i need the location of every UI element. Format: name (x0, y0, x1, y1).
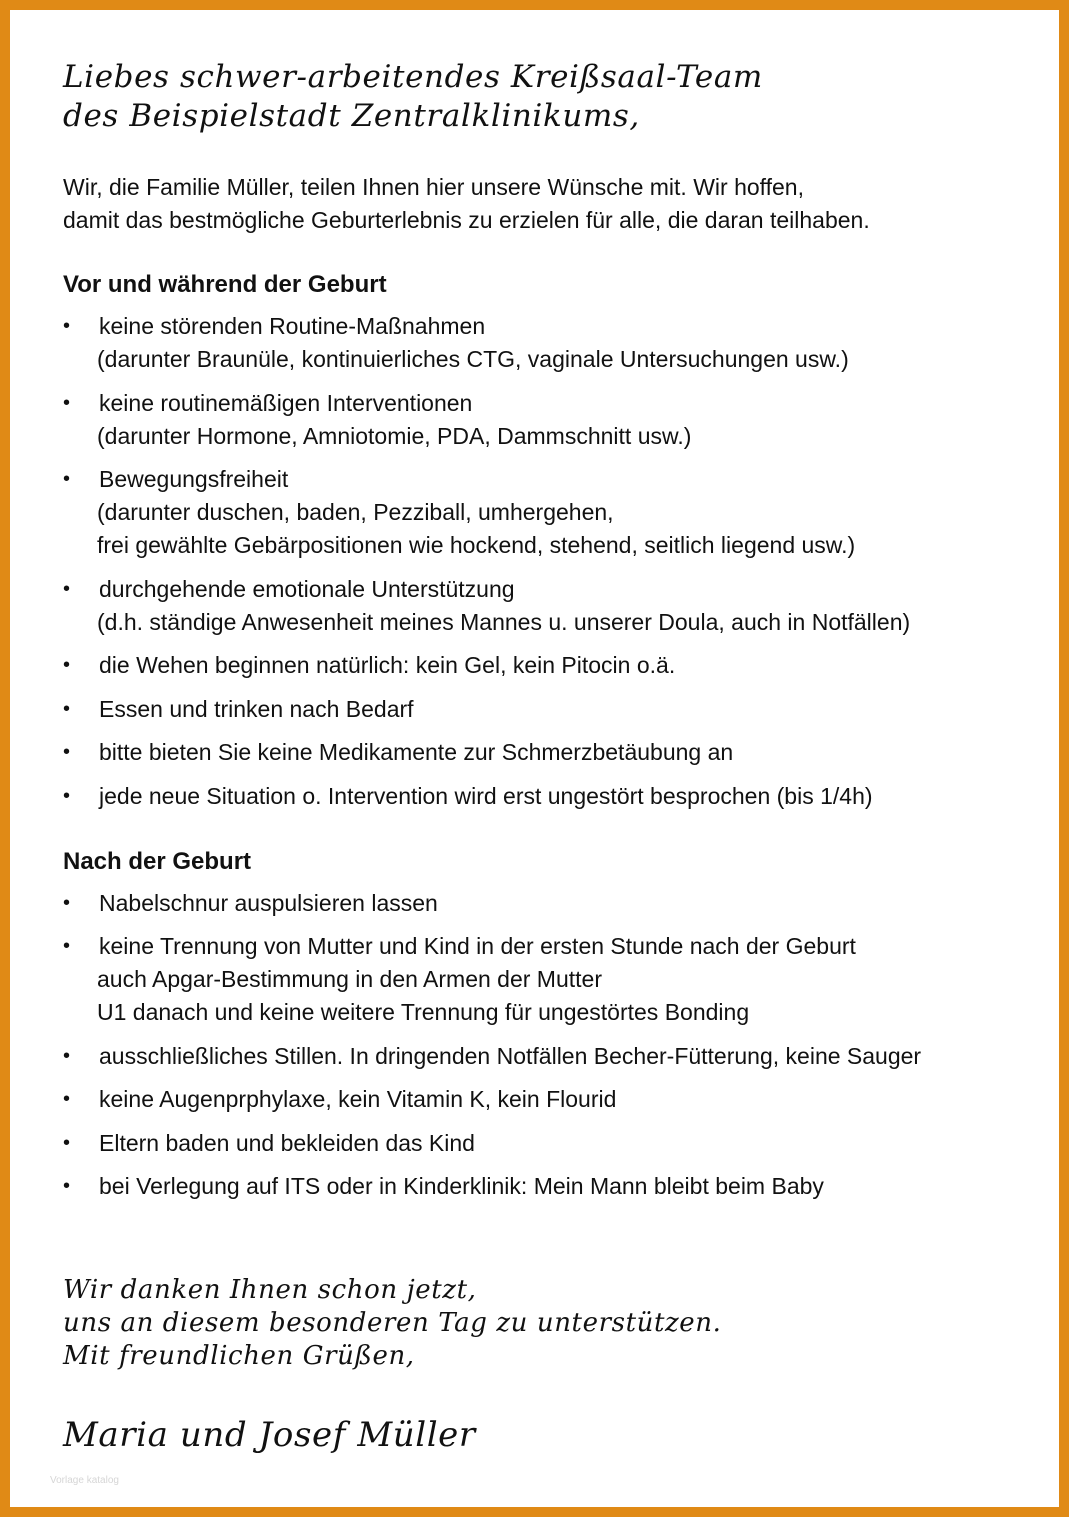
bullet-icon: • (63, 1175, 71, 1197)
bullet-icon: • (63, 468, 71, 490)
bullet-icon: • (63, 784, 71, 807)
bullet-icon: • (63, 1044, 71, 1067)
bullet-icon: • (63, 741, 71, 763)
list-item (63, 573, 1023, 639)
letter-content (63, 58, 1023, 1455)
list-item (63, 1127, 1023, 1160)
item-text: durchgehende emotionale Unterstützung (99, 575, 515, 602)
item-text: keine routinemäßigen Interventionen (99, 389, 473, 416)
section-heading-before-birth: Vor und während der Geburt (63, 271, 387, 298)
bullet-icon: • (63, 1131, 71, 1154)
list-item (63, 1083, 1023, 1116)
intro-line-1: Wir, die Familie Müller, teilen Ihnen hier unsere Wünsche mit. Wir hoffen, (63, 174, 804, 200)
list-item (63, 930, 1023, 1029)
bullet-icon: • (63, 315, 71, 337)
item-detail: frei gewählte Gebärpositionen wie hockend, stehend, seitlich liegend usw.) (97, 532, 856, 558)
closing-line-3: Mit freundlichen Grüßen, (63, 1341, 415, 1371)
list-item (63, 780, 1023, 813)
item-text: keine störenden Routine-Maßnahmen (99, 313, 486, 339)
closing-paragraph (63, 1274, 1023, 1373)
intro-paragraph (63, 171, 1023, 237)
list-item (63, 310, 1023, 376)
watermark: Vorlage katalog (50, 1475, 119, 1486)
bullet-icon: • (63, 654, 71, 676)
item-text: Nabelschnur auspulsieren lassen (99, 889, 438, 916)
greeting-line-2: des Beispielstadt Zentralklinikums, (63, 98, 640, 134)
list-item (63, 887, 1023, 920)
item-text: jede neue Situation o. Intervention wird erst ungestört besprochen (bis 1/4h) (99, 782, 873, 809)
bullet-icon: • (63, 935, 71, 957)
before-birth-list (63, 310, 1023, 813)
item-detail: (d.h. ständige Anwesenheit meines Mannes u. unserer Doula, auch in Notfällen) (97, 608, 911, 635)
list-item (63, 463, 1023, 562)
greeting-line-1: Liebes schwer-arbeitendes Kreißsaal-Team (63, 59, 763, 95)
item-detail: (darunter Hormone, Amniotomie, PDA, Dammschnitt usw.) (97, 422, 692, 449)
item-detail: auch Apgar-Bestimmung in den Armen der Mutter (97, 966, 602, 992)
item-detail: U1 danach und keine weitere Trennung für ungestörtes Bonding (97, 999, 750, 1025)
list-item (63, 1170, 1023, 1203)
item-text: Essen und trinken nach Bedarf (99, 695, 414, 722)
item-text: keine Augenprphylaxe, kein Vitamin K, kein Flourid (99, 1086, 617, 1112)
closing-line-2: uns an diesem besonderen Tag zu unterstützen. (63, 1308, 722, 1338)
item-text: bitte bieten Sie keine Medikamente zur Schmerzbetäubung an (99, 739, 734, 765)
list-item (63, 693, 1023, 726)
bullet-icon: • (63, 891, 71, 914)
item-text: bei Verlegung auf ITS oder in Kinderklinik: Mein Mann bleibt beim Baby (99, 1173, 824, 1199)
signature: Maria und Josef Müller (63, 1415, 476, 1455)
item-text: Eltern baden und bekleiden das Kind (99, 1129, 475, 1156)
list-item (63, 649, 1023, 682)
after-birth-list (63, 887, 1023, 1204)
bullet-icon: • (63, 391, 71, 414)
list-item (63, 736, 1023, 769)
item-text: die Wehen beginnen natürlich: kein Gel, kein Pitocin o.ä. (99, 652, 676, 678)
bullet-icon: • (63, 1088, 71, 1110)
bullet-icon: • (63, 577, 71, 600)
item-detail: (darunter Braunüle, kontinuierliches CTG, vaginale Untersuchungen usw.) (97, 346, 849, 372)
item-text: ausschließliches Stillen. In dringenden Notfällen Becher-Fütterung, keine Sauger (99, 1042, 922, 1069)
greeting (63, 58, 1023, 136)
closing-line-1: Wir danken Ihnen schon jetzt, (63, 1275, 477, 1305)
list-item (63, 387, 1023, 453)
section-heading-after-birth: Nach der Geburt (63, 847, 252, 875)
list-item (63, 1040, 1023, 1073)
item-text: keine Trennung von Mutter und Kind in der ersten Stunde nach der Geburt (99, 933, 856, 959)
item-detail: (darunter duschen, baden, Pezziball, umhergehen, (97, 499, 614, 525)
bullet-icon: • (63, 697, 71, 720)
item-text: Bewegungsfreiheit (99, 466, 289, 492)
intro-line-2: damit das bestmögliche Geburterlebnis zu erzielen für alle, die daran teilhaben. (63, 207, 870, 233)
